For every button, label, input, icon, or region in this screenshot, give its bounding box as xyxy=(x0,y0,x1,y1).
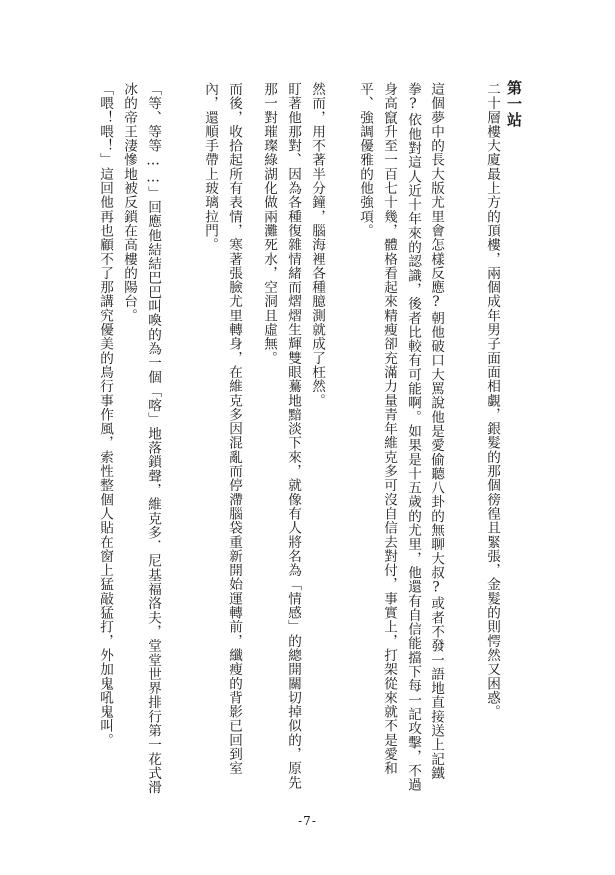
text-column-8: 那一對璀璨綠湖化做兩灘死水，空洞且虛無。 xyxy=(261,82,277,365)
text-column-10: 內，還順手帶上玻璃拉門。 xyxy=(202,82,218,252)
text-column-7: 盯著他那對、因為各種復雜情緒而熠熠生輝雙眼驀地黯淡下來，就像有人將名為「情感」的總開關切掉似的，原先 xyxy=(285,82,301,790)
text-column-4: 身高竄升至一百七十幾，體格看起來精瘦卻充滿力量青年維克多可沒自信去對付，事實上，打架從來就不是愛和 xyxy=(381,82,397,776)
chapter-title: 第一站 xyxy=(505,80,523,128)
text-column-5: 平、強調優雅的他強項。 xyxy=(357,82,373,238)
text-column-1: 二十層樓大廈最上方的頂樓，兩個成年男子面面相覷，銀髮的那個徬徨且緊張，金髮的則愕然又困惑。 xyxy=(484,82,500,719)
text-column-9: 而後，收拾起所有表情，寒著張臉尤里轉身，在維克多因混亂而停滯腦袋重新開始運轉前，纖瘦的背影已回到室 xyxy=(226,82,242,776)
text-column-13: 「喂！喂！」這回他再也顧不了那講究優美的鳥行事作風，索性整個人貼在窗上猛敲猛打，外加鬼吼鬼叫。 xyxy=(97,82,113,748)
text-column-11: 「等、等等……」回應他結結巴巴叫喚的為一個「喀」地落鎖聲，維克多．尼基福洛夫，堂堂世界排行第一花式滑 xyxy=(145,82,161,795)
page-number: -7- xyxy=(298,814,317,828)
text-column-6: 然而，用不著半分鐘，腦海裡各種臆測就成了枉然。 xyxy=(309,82,325,408)
text-column-12: 冰的帝王淒慘地被反鎖在高樓的陽台。 xyxy=(121,82,137,323)
text-column-3: 拳?依他對這人近十年來的認識，後者比較有可能啊。如果是十五歲的尤里，他還有自信能擋下每一記攻擊，不過 xyxy=(405,82,421,792)
text-column-2: 這個夢中的長大版尤里會怎樣反應?朝他破口大罵說他是愛偷聽八卦的無聊大叔?或者不發一語地直接送上記鐵 xyxy=(428,82,444,781)
